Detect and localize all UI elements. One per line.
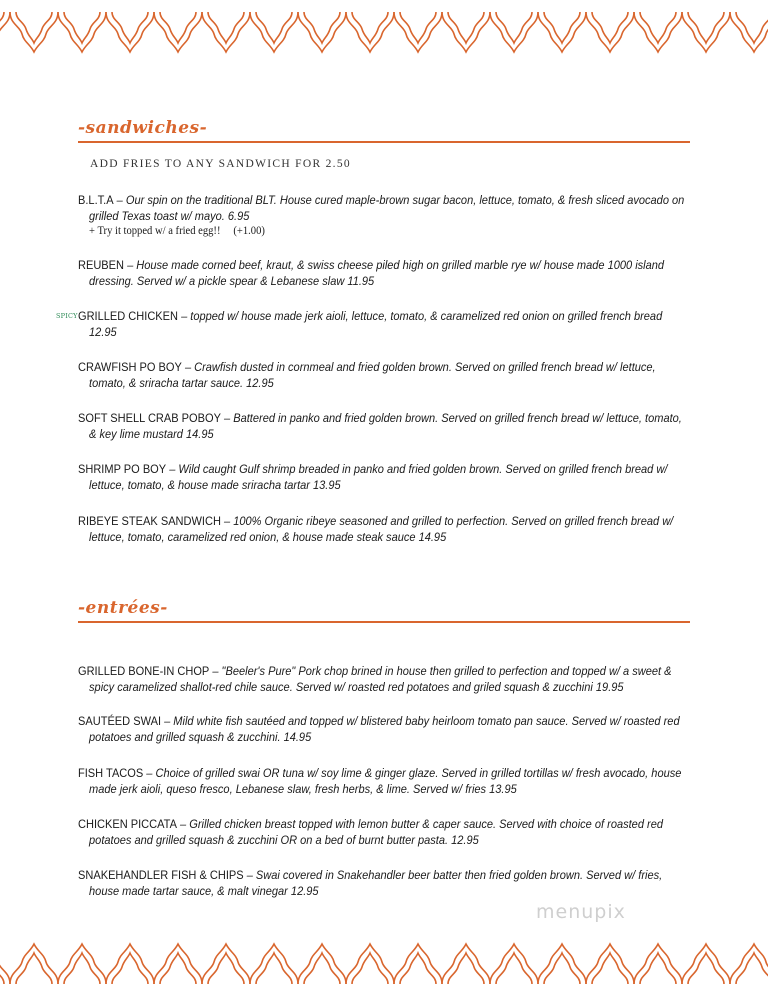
- item-description: – Wild caught Gulf shrimp breaded in panko and fried golden brown. Served on grilled french bread w/ lettuce, tomato, & house made sriracha tartar 13.95: [89, 462, 668, 492]
- item-name: B.L.T.A: [78, 193, 114, 207]
- item-name: FISH TACOS: [78, 766, 144, 780]
- arch-ornament: [538, 12, 586, 52]
- menu-item: [78, 817, 690, 848]
- item-description: – 100% Organic ribeye seasoned and grilled to perfection. Served on grilled french bread w/ lettuce, tomato, caramelized red onion, & house made steak sauce 14.95: [89, 514, 674, 544]
- arch-ornament: [58, 944, 106, 984]
- arch-ornament: [634, 944, 682, 984]
- arch-ornament: [298, 12, 346, 52]
- item-name: SAUTÉED SWAI: [78, 714, 162, 728]
- arch-ornament: [0, 944, 10, 984]
- item-name: GRILLED BONE-IN CHOP: [78, 664, 210, 678]
- arch-ornament: [586, 12, 634, 52]
- menu-item: [78, 664, 690, 695]
- arch-ornament: [394, 12, 442, 52]
- menu-item: [78, 462, 690, 493]
- item-description: – Our spin on the traditional BLT. House cured maple-brown sugar bacon, lettuce, tomato, & fresh sliced avocado on grilled Texas toast w/ mayo. 6.95: [89, 193, 685, 223]
- item-name: CHICKEN PICCATA: [78, 817, 177, 831]
- item-name: SHRIMP PO BOY: [78, 462, 167, 476]
- arch-ornament: [106, 944, 154, 984]
- arch-ornament: [10, 12, 58, 52]
- item-name: RIBEYE STEAK SANDWICH: [78, 514, 221, 528]
- menu-item: [78, 411, 690, 442]
- item-description: – Crawfish dusted in cornmeal and fried golden brown. Served on grilled french bread w/ lettuce, tomato, & sriracha tartar sauce. 12.95: [89, 360, 656, 390]
- addon-price: (+1.00): [233, 225, 265, 237]
- menu-item: [78, 258, 690, 289]
- menu-item: [78, 309, 690, 340]
- arch-ornament: [682, 12, 730, 52]
- item-description: – Battered in panko and fried golden brown. Served on grilled french bread w/ lettuce, tomato, & key lime mustard 14.95: [89, 411, 682, 441]
- arch-ornament: [154, 12, 202, 52]
- watermark-logo: menupix: [536, 901, 626, 923]
- arch-ornament: [346, 944, 394, 984]
- arch-ornament: [154, 944, 202, 984]
- arch-ornament: [682, 944, 730, 984]
- item-name: GRILLED CHICKEN: [78, 309, 179, 323]
- arch-ornament: [298, 944, 346, 984]
- item-name: REUBEN: [78, 258, 125, 272]
- arch-ornament: [442, 12, 490, 52]
- item-description: – topped w/ house made jerk aioli, lettuce, tomato, & caramelized red onion on grilled french bread 12.95: [89, 309, 663, 339]
- arch-ornament: [202, 944, 250, 984]
- menu-item: [78, 766, 690, 797]
- sandwiches-heading: [78, 118, 690, 143]
- arch-ornament: [730, 944, 768, 984]
- arch-ornament: [250, 944, 298, 984]
- top-ornamental-border: [0, 2, 768, 58]
- item-addon: [89, 224, 690, 240]
- bottom-ornamental-border: [0, 938, 768, 994]
- arch-ornament: [634, 12, 682, 52]
- arch-ornament: [250, 12, 298, 52]
- item-description: – Grilled chicken breast topped with lemon butter & caper sauce. Served with choice of roasted red potatoes and grilled squash & zucchini OR on a bed of burnt butter pasta. 12.95: [89, 817, 663, 847]
- arch-ornament: [0, 12, 10, 52]
- item-description: – "Beeler's Pure" Pork chop brined in house then grilled to perfection and topped w/ a sweet & spicy caramelized shallot-red chile sauce. Served w/ roasted red potatoes and griled squash & zucchini 19.95: [89, 664, 672, 694]
- arch-ornament: [58, 12, 106, 52]
- sandwiches-note: ADD FRIES TO ANY SANDWICH FOR 2.50: [90, 158, 351, 170]
- menu-item: [78, 714, 690, 745]
- sandwiches-title: -sandwiches-: [78, 118, 208, 138]
- arch-ornament: [346, 12, 394, 52]
- arch-ornament: [394, 944, 442, 984]
- item-description: – Swai covered in Snakehandler beer batter then fried golden brown. Served w/ fries, house made tartar sauce, & malt vinegar 12.95: [89, 868, 663, 898]
- arch-ornament: [10, 944, 58, 984]
- spicy-tag: SPICY: [56, 312, 78, 320]
- arch-ornament: [538, 944, 586, 984]
- arch-ornament: [490, 12, 538, 52]
- item-name: SOFT SHELL CRAB POBOY: [78, 411, 221, 425]
- menu-item: [78, 514, 690, 545]
- menu-item: [78, 360, 690, 391]
- menu-item: [78, 868, 690, 899]
- item-name: SNAKEHANDLER FISH & CHIPS: [78, 868, 244, 882]
- addon-text: + Try it topped w/ a fried egg!!: [89, 225, 221, 237]
- item-description: – House made corned beef, kraut, & swiss cheese piled high on grilled marble rye w/ house made 1000 island dressing. Served w/ a pickle spear & Lebanese slaw 11.95: [89, 258, 665, 288]
- item-description: – Mild white fish sautéed and topped w/ blistered baby heirloom tomato pan sauce. Served w/ roasted red potatoes and grilled squash & zucchini. 14.95: [89, 714, 680, 744]
- arch-ornament: [490, 944, 538, 984]
- entrees-title: -entrées-: [78, 598, 168, 618]
- arch-ornament: [730, 12, 768, 52]
- arch-ornament: [442, 944, 490, 984]
- arch-ornament: [202, 12, 250, 52]
- item-name: CRAWFISH PO BOY: [78, 360, 182, 374]
- arch-ornament: [106, 12, 154, 52]
- entrees-heading: [78, 598, 690, 623]
- menu-item: [78, 193, 690, 240]
- item-description: – Choice of grilled swai OR tuna w/ soy lime & ginger glaze. Served in grilled tortillas w/ fresh avocado, house made jerk aioli, queso fresco, Lebanese slaw, fresh herbs, & lime. Served w/ fries 13.95: [89, 766, 682, 796]
- arch-ornament: [586, 944, 634, 984]
